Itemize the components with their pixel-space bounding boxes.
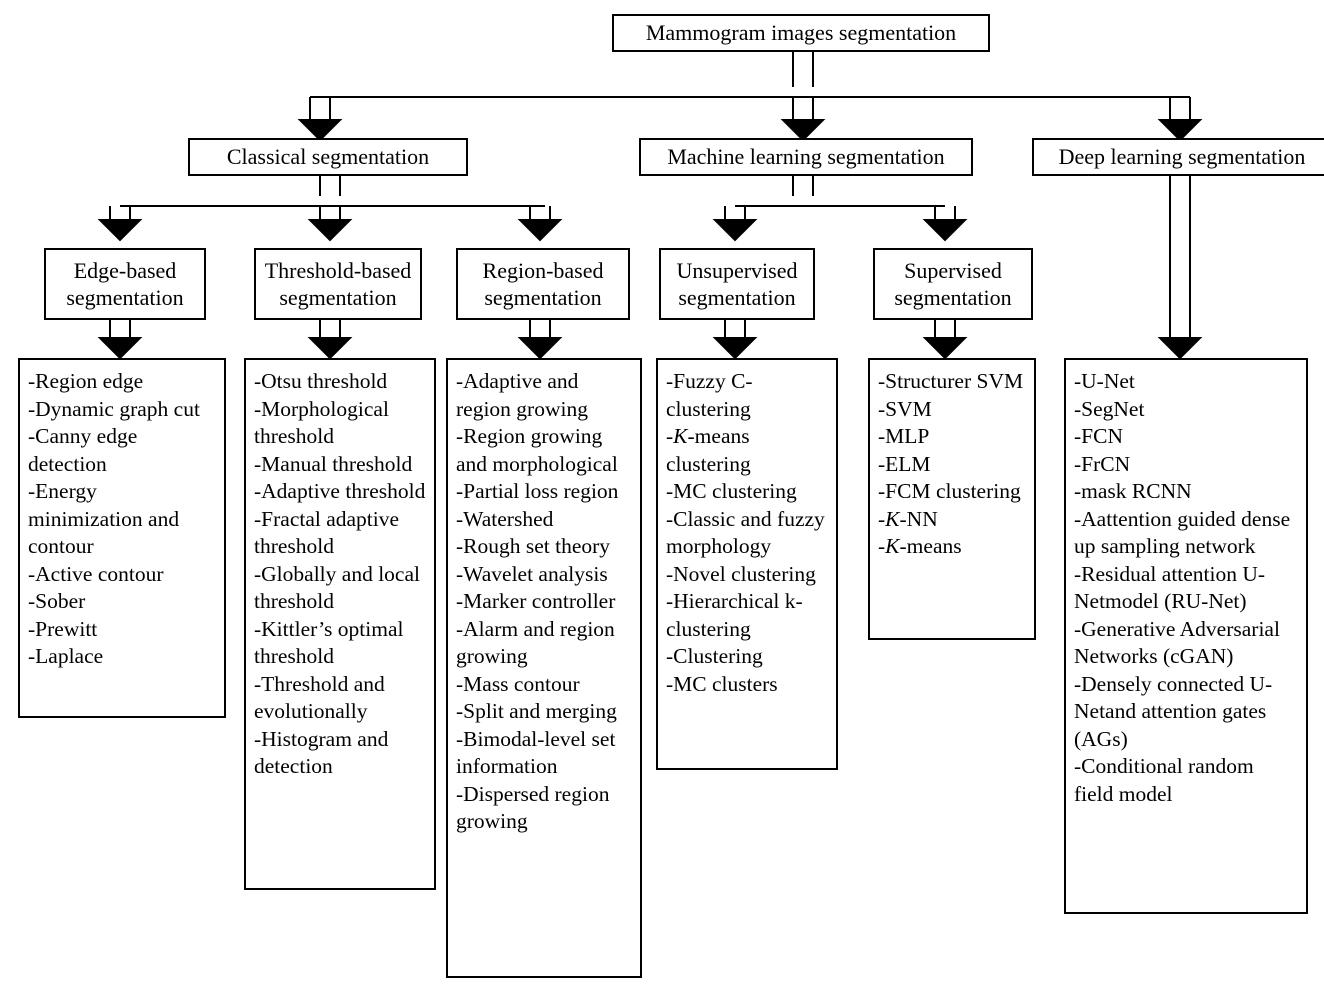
node-unsupervised-segmentation-label: Unsupervised segmentation xyxy=(676,257,798,310)
leaf-item: -Novel clustering xyxy=(666,561,816,586)
node-deep-learning-segmentation-label: Deep learning segmentation xyxy=(1058,144,1306,170)
leaf-item: -Manual threshold xyxy=(254,451,413,476)
node-unsupervised-segmentation xyxy=(659,248,815,320)
leaf-item: -Laplace xyxy=(28,644,104,669)
leaf-item: -K-means xyxy=(878,534,962,559)
leaf-item: -Clustering xyxy=(666,644,763,669)
leaf-item: -Otsu threshold xyxy=(254,369,388,393)
leaf-item: -mask RCNN xyxy=(1074,479,1192,504)
node-root-label: Mammogram images segmentation xyxy=(645,20,957,46)
leaf-item: -U-Net xyxy=(1074,369,1135,393)
leaf-item: -SVM xyxy=(878,396,932,421)
leaf-list-region-based xyxy=(446,358,642,978)
leaf-item: -Watershed xyxy=(456,506,554,531)
leaf-item: -SegNet xyxy=(1074,396,1145,421)
leaf-list-deep-learning xyxy=(1064,358,1308,914)
leaf-item: -Marker controller xyxy=(456,589,616,614)
leaf-item: -Structurer SVM xyxy=(878,369,1024,393)
leaf-item: -FrCN xyxy=(1074,451,1131,476)
leaf-item: -Bimodal-level set information xyxy=(456,726,616,779)
node-deep-learning-segmentation xyxy=(1032,138,1324,176)
node-edge-based-segmentation-label: Edge-based segmentation xyxy=(66,257,184,310)
leaf-item: -Fuzzy C-clustering xyxy=(666,369,753,421)
leaf-list-threshold-based xyxy=(244,358,436,890)
leaf-item: -Canny edge detection xyxy=(28,424,138,476)
leaf-item: -Conditional random field model xyxy=(1074,754,1254,806)
leaf-item: -Aattention guided dense up sampling network xyxy=(1074,506,1291,559)
leaf-item: -ELM xyxy=(878,451,931,476)
leaf-item: -Partial loss region xyxy=(456,479,619,504)
leaf-item: -Prewitt xyxy=(28,616,98,641)
leaf-list-supervised xyxy=(868,358,1036,640)
leaf-item: -K-NN xyxy=(878,506,938,531)
leaf-item: -Region growing and morphological xyxy=(456,424,618,476)
leaf-item: -Morphological threshold xyxy=(254,396,389,449)
leaf-item: -Threshold and evolutionally xyxy=(254,671,385,724)
leaf-item: -Alarm and region growing xyxy=(456,616,615,669)
leaf-item: -Densely connected U-Netand attention gates (AGs) xyxy=(1074,671,1273,751)
node-classical-segmentation xyxy=(188,138,468,176)
leaf-item: -Dynamic graph cut xyxy=(28,396,200,421)
leaf-item: -MC clustering xyxy=(666,479,797,504)
leaf-item: -Active contour xyxy=(28,561,164,586)
node-classical-segmentation-label: Classical segmentation xyxy=(226,144,430,170)
leaf-item: -Hierarchical k-clustering xyxy=(666,589,803,641)
leaf-item: -Mass contour xyxy=(456,671,580,696)
leaf-item: -FCN xyxy=(1074,424,1123,449)
leaf-item: -Fractal adaptive threshold xyxy=(254,506,400,559)
leaf-item: -K-means clustering xyxy=(666,424,751,476)
leaf-list-edge-based xyxy=(18,358,226,718)
node-machine-learning-segmentation xyxy=(639,138,973,176)
node-threshold-based-segmentation xyxy=(254,248,422,320)
leaf-item: -Dispersed region growing xyxy=(456,781,610,834)
leaf-item: -Rough set theory xyxy=(456,534,611,559)
node-threshold-based-segmentation-label: Threshold-based segmentation xyxy=(264,257,412,310)
leaf-item: -MLP xyxy=(878,424,930,449)
leaf-item: -Wavelet analysis xyxy=(456,561,608,586)
leaf-item: -Classic and fuzzy morphology xyxy=(666,506,825,559)
leaf-item: -Region edge xyxy=(28,369,144,393)
leaf-item: -Kittler’s optimal threshold xyxy=(254,616,404,669)
leaf-item: -MC clusters xyxy=(666,671,778,696)
node-edge-based-segmentation xyxy=(44,248,206,320)
leaf-item: -Energy minimization and contour xyxy=(28,479,180,559)
node-supervised-segmentation-label: Supervised segmentation xyxy=(894,257,1012,310)
leaf-item: -Sober xyxy=(28,589,86,614)
leaf-item: -Residual attention U-Netmodel (RU-Net) xyxy=(1074,561,1266,614)
leaf-item: -FCM clustering xyxy=(878,479,1021,504)
node-region-based-segmentation xyxy=(456,248,630,320)
leaf-item: -Adaptive and region growing xyxy=(456,369,588,421)
leaf-item: -Globally and local threshold xyxy=(254,561,420,614)
leaf-item: -Generative Adversarial Networks (cGAN) xyxy=(1074,616,1280,669)
node-machine-learning-segmentation-label: Machine learning segmentation xyxy=(667,144,945,170)
leaf-item: -Adaptive threshold xyxy=(254,479,426,504)
leaf-list-unsupervised xyxy=(656,358,838,770)
node-supervised-segmentation xyxy=(873,248,1033,320)
leaf-item: -Histogram and detection xyxy=(254,726,389,779)
leaf-item: -Split and merging xyxy=(456,699,617,724)
node-region-based-segmentation-label: Region-based segmentation xyxy=(482,257,604,310)
node-root xyxy=(612,14,990,52)
